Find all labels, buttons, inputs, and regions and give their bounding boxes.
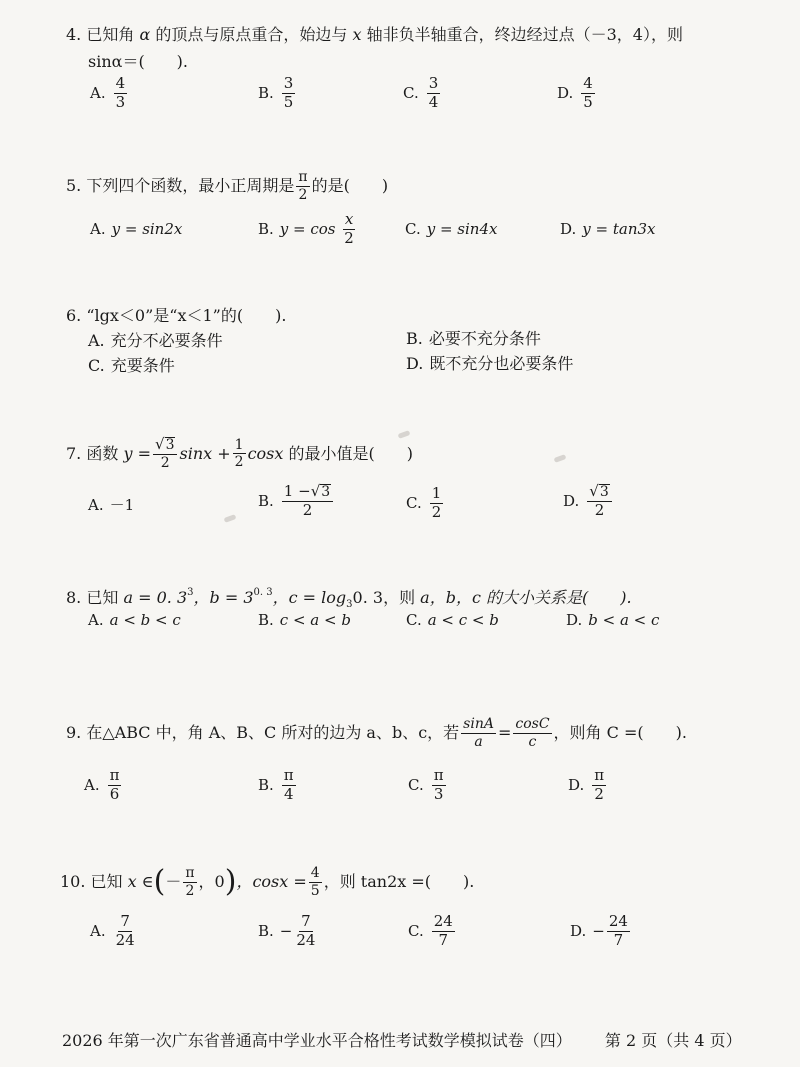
scan-smudge xyxy=(224,514,237,523)
option-text: c < a < b xyxy=(279,611,351,629)
denominator: 2 xyxy=(185,882,195,899)
option-label: A. xyxy=(88,611,104,629)
numerator: 1 xyxy=(234,436,244,453)
q8-option-b xyxy=(258,613,351,628)
q4-option-b xyxy=(258,76,297,111)
stem-text: 已知 xyxy=(86,588,119,607)
q9-option-d xyxy=(568,768,608,803)
fraction xyxy=(114,76,128,111)
scan-smudge xyxy=(554,454,567,463)
denominator: 3 xyxy=(433,784,444,803)
fraction xyxy=(513,717,551,749)
fraction xyxy=(294,914,317,949)
numerator xyxy=(153,437,177,455)
option-label: A. xyxy=(88,331,105,350)
stem-text: 函数 xyxy=(86,443,119,463)
question-number: 4. xyxy=(66,25,82,44)
fraction xyxy=(432,768,446,803)
right-paren: ) xyxy=(224,864,237,900)
numerator: π xyxy=(594,766,605,784)
sqrt xyxy=(589,484,609,500)
numerator xyxy=(587,484,611,502)
option-label: D. xyxy=(557,83,574,102)
q8-option-c xyxy=(406,613,499,628)
equation-c: ，c = log xyxy=(272,588,347,607)
numerator: sinA xyxy=(463,716,494,732)
question-9-stem xyxy=(66,717,687,749)
question-10-stem xyxy=(60,866,474,898)
option-label: A. xyxy=(88,496,104,514)
q6-option-d xyxy=(406,356,573,372)
interval-end: ，0 xyxy=(198,872,225,892)
q8-option-d xyxy=(566,613,659,628)
sqrt xyxy=(311,484,331,500)
question-6-stem xyxy=(66,308,286,324)
option-label: D. xyxy=(560,220,577,238)
q7-option-d xyxy=(563,484,614,519)
question-7-stem xyxy=(66,437,413,470)
q9-option-c xyxy=(408,768,448,803)
question-5-stem xyxy=(66,170,388,202)
numerator: 4 xyxy=(115,74,126,92)
fraction xyxy=(296,170,309,202)
equation-b: ，b = 3 xyxy=(193,588,254,607)
question-number: 9. xyxy=(66,723,82,743)
alpha-symbol: α xyxy=(139,25,151,44)
fraction xyxy=(183,866,196,898)
option-text: 充分不必要条件 xyxy=(110,331,223,350)
numerator: 24 xyxy=(608,912,628,930)
equation-term: ，cosx = xyxy=(236,872,307,892)
fraction xyxy=(282,484,333,519)
option-label: C. xyxy=(408,921,424,940)
option-text: 充要条件 xyxy=(110,356,175,375)
fraction xyxy=(114,914,137,949)
option-label: D. xyxy=(563,491,580,510)
set-membership: x ∈ xyxy=(127,872,154,892)
exponent: 0. 3 xyxy=(253,587,273,598)
denominator: 24 xyxy=(296,930,316,949)
q6-option-b xyxy=(406,331,541,347)
option-label: B. xyxy=(258,491,274,510)
fraction xyxy=(282,76,296,111)
sqrt xyxy=(155,437,175,453)
denominator: c xyxy=(528,733,537,750)
denominator: 2 xyxy=(160,454,170,471)
fraction xyxy=(592,768,606,803)
option-label: C. xyxy=(403,83,419,102)
option-label: B. xyxy=(258,921,274,940)
exponent: 3 xyxy=(187,587,194,598)
q9-option-a xyxy=(84,768,123,803)
stem-text: a，b，c 的大小关系是( ). xyxy=(420,588,632,607)
page-footer xyxy=(62,1028,742,1051)
numerator: 4 xyxy=(583,74,593,92)
radicand: 3 xyxy=(599,484,609,500)
sign: − xyxy=(279,921,293,940)
left-paren: ( xyxy=(153,864,166,900)
q7-option-c xyxy=(406,486,445,521)
radical-sign: √ xyxy=(310,482,321,500)
sign: − xyxy=(592,921,605,940)
fraction xyxy=(587,484,611,519)
option-label: C. xyxy=(88,356,105,375)
stem-text: 下列四个函数，最小正周期是 xyxy=(86,176,295,196)
q8-option-a xyxy=(88,613,181,628)
fraction xyxy=(607,914,630,949)
question-8-stem xyxy=(66,588,632,610)
numerator: π xyxy=(298,169,308,185)
denominator: 2 xyxy=(431,502,442,521)
option-label: C. xyxy=(406,493,422,512)
q5-option-c xyxy=(405,222,497,237)
numerator: π xyxy=(433,766,444,784)
denominator: 2 xyxy=(298,186,308,203)
denominator: 7 xyxy=(438,930,449,949)
stem-text: 轴非负半轴重合，终边经过点（－3，4），则 xyxy=(366,25,683,44)
page-number: 第 2 页（共 4 页） xyxy=(604,1031,742,1050)
denominator: 5 xyxy=(583,92,593,111)
stem-text: “lgx＜0”是“x＜1”的( ). xyxy=(86,306,287,325)
log-value: 0. 3，则 xyxy=(352,588,416,607)
option-label: D. xyxy=(406,354,424,373)
option-label: D. xyxy=(568,775,585,794)
option-label: C. xyxy=(406,611,422,629)
radical-sign: √ xyxy=(155,435,165,453)
q6-option-a xyxy=(88,333,223,349)
numerator: 4 xyxy=(310,865,320,881)
q6-option-c xyxy=(88,358,175,374)
option-text: b < a < c xyxy=(588,611,660,629)
stem-text: ，则 tan2x =( ). xyxy=(323,872,475,892)
equation-term: sinx + xyxy=(179,443,231,463)
denominator: 2 xyxy=(302,500,313,519)
q7-option-b xyxy=(258,484,335,519)
stem-text: 已知角 xyxy=(86,25,135,44)
stem-text: 已知 xyxy=(90,872,123,892)
option-label: B. xyxy=(258,219,274,238)
denominator: 4 xyxy=(283,784,294,803)
q10-option-a xyxy=(90,914,139,949)
numerator: cosC xyxy=(515,716,550,732)
fraction xyxy=(430,486,444,521)
denominator: 2 xyxy=(344,228,354,247)
option-text: 必要不充分条件 xyxy=(428,329,541,348)
fraction xyxy=(282,768,296,803)
numerator: 7 xyxy=(301,912,311,930)
option-label: B. xyxy=(258,83,274,102)
question-4-stem xyxy=(66,27,683,43)
numerator: 1 xyxy=(431,484,442,502)
option-label: C. xyxy=(405,220,421,238)
minus-sign: － xyxy=(165,872,182,892)
option-label: A. xyxy=(90,83,106,102)
option-text: y = tan3x xyxy=(582,220,656,238)
numerator: π xyxy=(283,766,294,784)
q4-option-c xyxy=(403,76,442,111)
option-text: a < c < b xyxy=(427,611,499,629)
numerator: 7 xyxy=(120,912,130,930)
q9-option-b xyxy=(258,768,298,803)
q5-option-b xyxy=(258,212,358,247)
question-number: 6. xyxy=(66,306,82,325)
question-number: 5. xyxy=(66,176,82,196)
numerator: π xyxy=(185,865,195,881)
radicand: 3 xyxy=(321,484,331,500)
equation-term: cosx xyxy=(247,443,284,463)
x-variable: x xyxy=(352,25,362,44)
radical-sign: √ xyxy=(589,482,599,500)
numerator: x xyxy=(344,210,354,228)
question-number: 10. xyxy=(60,872,86,892)
fraction xyxy=(427,76,441,111)
numerator-part: 1 − xyxy=(283,482,311,500)
option-label: A. xyxy=(84,775,100,794)
denominator: 3 xyxy=(115,92,126,111)
fraction xyxy=(108,768,122,803)
option-text: y = sin4x xyxy=(426,220,498,238)
q4-option-a xyxy=(90,76,129,111)
equation-a: a = 0. 3 xyxy=(123,588,188,607)
option-label: A. xyxy=(90,220,106,238)
stem-text: 在△ABC 中，角 A、B、C 所对的边为 a、b、c，若 xyxy=(86,723,460,743)
fraction xyxy=(581,76,595,111)
numerator: π xyxy=(109,766,120,784)
denominator: 7 xyxy=(613,930,624,949)
radicand: 3 xyxy=(165,437,175,453)
q10-option-b xyxy=(258,914,319,949)
question-4-line2: sinα＝( ). xyxy=(88,52,189,71)
option-text: y = cos xyxy=(279,219,336,238)
option-label: D. xyxy=(570,921,587,940)
q4-option-d xyxy=(557,76,597,111)
exam-title: 2026 年第一次广东省普通高中学业水平合格性考试数学模拟试卷（四） xyxy=(62,1031,572,1050)
fraction xyxy=(432,914,455,949)
numerator: 3 xyxy=(428,74,439,92)
question-number: 7. xyxy=(66,443,82,463)
option-label: A. xyxy=(90,921,106,940)
denominator: 5 xyxy=(310,882,320,899)
option-label: B. xyxy=(258,775,274,794)
q10-option-c xyxy=(408,914,457,949)
q10-option-d xyxy=(570,914,632,949)
denominator: 24 xyxy=(115,930,135,949)
denominator: 2 xyxy=(234,454,244,471)
denominator: 6 xyxy=(109,784,120,803)
q5-option-d xyxy=(560,222,655,237)
option-label: B. xyxy=(258,611,274,629)
fraction xyxy=(309,866,322,898)
question-number: 8. xyxy=(66,588,82,607)
numerator xyxy=(282,484,333,502)
q5-option-a xyxy=(90,222,182,237)
stem-text: 的顶点与原点重合，始边与 xyxy=(155,25,348,44)
fraction xyxy=(233,438,246,470)
log-base: 3 xyxy=(346,599,353,610)
q7-option-a xyxy=(88,498,134,513)
denominator: 5 xyxy=(283,92,294,111)
denominator: 4 xyxy=(428,92,439,111)
option-label: D. xyxy=(566,611,583,629)
numerator: 24 xyxy=(433,912,453,930)
stem-text: 的是( ) xyxy=(311,176,389,196)
stem-text: ，则角 C =( ). xyxy=(553,723,687,743)
equals-sign: = xyxy=(497,723,512,743)
denominator: 2 xyxy=(594,784,604,803)
option-label: C. xyxy=(408,775,424,794)
fraction xyxy=(153,437,177,470)
equation-lhs: y = xyxy=(123,443,151,463)
fraction xyxy=(461,717,496,749)
numerator: 3 xyxy=(283,74,294,92)
fraction xyxy=(342,212,356,247)
option-text: y = sin2x xyxy=(111,220,183,238)
stem-text: 的最小值是( ) xyxy=(288,443,413,463)
option-text: －1 xyxy=(109,496,135,514)
denominator: a xyxy=(474,733,483,750)
option-text: 既不充分也必要条件 xyxy=(429,354,574,373)
denominator: 2 xyxy=(594,500,605,519)
option-label: B. xyxy=(406,329,423,348)
option-text: a < b < c xyxy=(109,611,181,629)
